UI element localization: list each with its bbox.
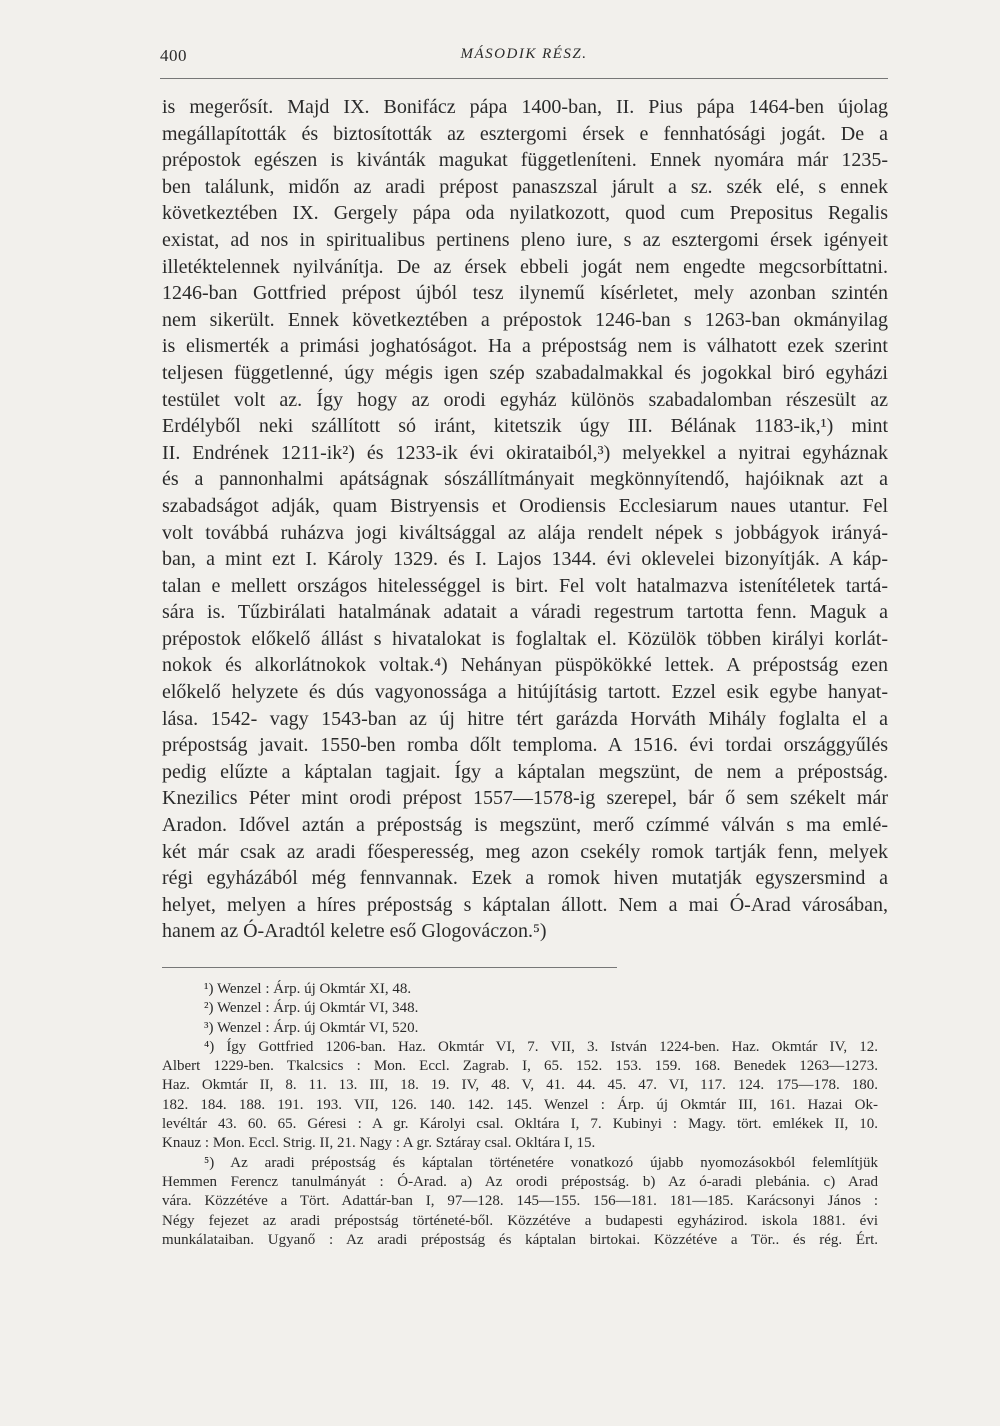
running-head: MÁSODIK RÉSZ. (460, 46, 588, 62)
footnote-line: vára. Közzétéve a Tört. Adattár-ban I, 97—128. 145—155. 156—181. 181—185. Karácsonyi János : (162, 1193, 878, 1210)
body-line: II. Endrének 1211-ik²) és 1233-ik évi okirataiból,³) melyekkel a nyitrai egyháznak (162, 441, 888, 464)
footnote-line: levéltár 43. 60. 65. Géresi : A gr. Károlyi csal. Okltára I, 7. Kubinyi : Magy. tört. emlékek II, 10. (162, 1116, 878, 1133)
body-line: nokok és alkorlátnokok voltak.⁴) Nehányan püspökökké lettek. A prépostság ezen (162, 654, 888, 677)
footnote-line: ³) Wenzel : Árp. új Okmtár VI, 520. (204, 1019, 419, 1036)
body-line: sára is. Tűzbirálati hatalmának adatait a váradi regestrum tartotta fenn. Maguk a (162, 601, 888, 624)
footnotes (162, 980, 878, 1250)
footnote-line: ⁴) Így Gottfried 1206-ban. Haz. Okmtár VI, 7. VII, 3. István 1224-ben. Haz. Okmtár IV, 12. (204, 1038, 878, 1055)
body-line: hanem az Ó-Aradtól keletre eső Glogováczon.⁵) (162, 920, 547, 943)
body-line: prépostság javait. 1550-ben romba dőlt temploma. A 1516. évi tordai országgyűlés (162, 734, 888, 757)
body-line: és a pannonhalmi apátságnak sószállítmányait megkönnyítendő, hajóiknak azt a (162, 468, 888, 491)
footnote-line: Hemmen Ferencz tanulmányát : Ó-Arad. a) Az orodi prépostság. b) Az ó-aradi plebánia. c) Arad (162, 1173, 878, 1190)
body-line: nem sikerült. Ennek következtében a prépostok 1246-ban s 1263-ban okmányilag (162, 308, 888, 331)
footnote-line: ⁵) Az aradi prépostság és káptalan történetére vonatkozó újabb nyomozásokból felemlítjük (204, 1154, 878, 1171)
body-line: megállapították és biztosították az esztergomi érsek e fennhatósági jogát. De a (162, 122, 888, 145)
body-line: volt továbbá ruházva jogi kiváltsággal az alája rendelt népek s jobbágyok irányá- (162, 521, 888, 544)
footnote-rule (162, 967, 617, 968)
body-line: existat, ad nos in spiritualibus pertinens pleno iure, s az esztergomi érsek igényeit (162, 228, 888, 251)
body-line: előkelő helyzete és dús vagyonossága a hitújításig tartott. Ezzel esik egybe hanyat- (162, 681, 888, 704)
body-line: 1246-ban Gottfried prépost újból tesz ilynemű kísérletet, mely azonban szintén (162, 282, 888, 305)
footnote-line: Haz. Okmtár II, 8. 11. 13. III, 18. 19. IV, 48. V, 41. 44. 45. 47. VI, 117. 124. 175—178. 180. (162, 1077, 878, 1094)
body-line: prépostok előkelő állást s hivatalokat is foglaltak el. Közülök többen királyi korlát- (162, 627, 888, 650)
body-line: is elismerték a primási joghatóságot. Ha a prépostság nem is válhatott ezek szerint (162, 335, 888, 358)
page-header (160, 46, 888, 76)
body-line: következtében IX. Gergely pápa oda nyilatkozott, quod cum Prepositus Regalis (162, 202, 888, 225)
body-line: Aradon. Idővel aztán a prépostság is megszünt, merő czímmé válván s ma emlé- (162, 814, 888, 837)
footnote-line: munkálataiban. Ugyanő : Az aradi prépostság és káptalan birtokai. Közzétéve a Tör.. és rég. Ért. (162, 1231, 878, 1248)
footnote-line: Albert 1229-ben. Tkalcsics : Mon. Eccl. Zagrab. I, 65. 152. 153. 159. 168. Benedek 1263—1273. (162, 1058, 878, 1075)
footnote-line: ²) Wenzel : Árp. új Okmtár VI, 348. (204, 1000, 419, 1017)
body-line: régi egyházából még fennvannak. Ezek a romok hiven mutatják egyszersmind a (162, 867, 888, 890)
body-line: lása. 1542- vagy 1543-ban az új hitre tért garázda Horváth Mihály foglalta el a (162, 707, 888, 730)
body-text (162, 94, 888, 945)
body-line: Knezilics Péter mint orodi prépost 1557—1578-ig szerepel, bár ő sem székelt már (162, 787, 888, 810)
body-line: helyet, melyen a híres prépostság s káptalan állott. Nem a mai Ó-Arad városában, (162, 893, 888, 916)
body-line: ban, a mint ezt I. Károly 1329. és I. Lajos 1344. évi oklevelei bizonyítják. A káp- (162, 548, 888, 571)
page-number: 400 (160, 46, 187, 65)
body-line: két már csak az aradi főesperesség, meg azon csekély romok tartják fenn, melyek (162, 840, 888, 863)
body-line: pedig elűzte a káptalan tagjait. Így a káptalan megszünt, de nem a prépostság. (162, 760, 888, 783)
footnote-line: ¹) Wenzel : Árp. új Okmtár XI, 48. (204, 981, 412, 997)
footnote-line: Négy fejezet az aradi prépostság történeté-ből. Közzétéve a budapesti egyházirod. iskola 1881. évi (162, 1212, 878, 1229)
footnote-line: 182. 184. 188. 191. 193. VII, 126. 140. 142. 145. Wenzel : Árp. új Okmtár III, 161. Hazai Ok- (162, 1096, 878, 1113)
body-line: testület volt az. Így hogy az orodi egyház különös szabadalomban részesült az (162, 388, 888, 411)
body-line: szabadságot adják, quam Bistryensis et Orodiensis Ecclesiarum naues utantur. Fel (162, 494, 888, 517)
body-line: Erdélyből neki szállított só iránt, kitetszik úgy III. Bélának 1183-ik,¹) mint (162, 415, 888, 438)
body-line: is megerősít. Majd IX. Bonifácz pápa 1400-ban, II. Pius pápa 1464-ben újolag (162, 96, 888, 118)
body-line: ben találunk, midőn az aradi prépost panaszszal járult a sz. szék elé, s ennek (162, 175, 888, 198)
footnote-line: Knauz : Mon. Eccl. Strig. II, 21. Nagy : A gr. Sztáray csal. Okltára I, 15. (162, 1135, 596, 1152)
body-line: teljesen függetlenné, úgy mégis igen szép szabadalmakkal és jogokkal biró egyházi (162, 361, 888, 384)
body-line: illetéktelennek nyilvánítja. De az érsek ebbeli jogát nem engedte megcsorbíttatni. (162, 255, 888, 278)
body-line: talan e mellett országos hitelességgel is birt. Fel volt hatalmazva istenítéletek tartá- (162, 574, 888, 597)
body-line: prépostok egészen is kivánták magukat függetleníteni. Ennek nyomára már 1235- (162, 149, 888, 172)
header-rule (160, 78, 888, 79)
